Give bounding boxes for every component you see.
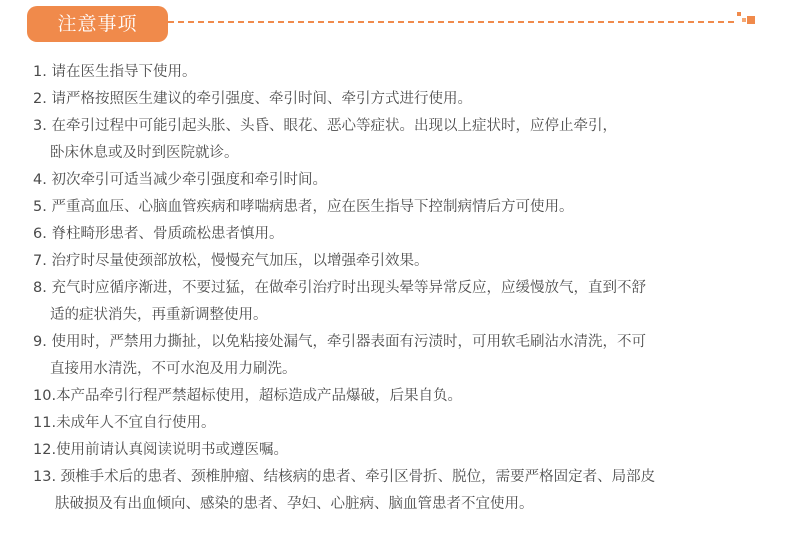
note-text-continued: 卧床休息或及时到医院就诊。 — [50, 145, 239, 161]
note-item-13 — [33, 464, 763, 518]
note-number: 8. — [33, 280, 47, 296]
section-title: 注意事项 — [27, 6, 168, 42]
note-number: 9. — [33, 334, 47, 350]
note-item-10 — [33, 383, 763, 410]
note-text-continued: 适的症状消失，再重新调整使用。 — [50, 307, 268, 323]
note-text: 严重高血压、心脑血管疾病和哮喘病患者，应在医生指导下控制病情后方可使用。 — [51, 199, 574, 215]
note-item-8 — [33, 275, 763, 329]
decor-square-large — [747, 16, 755, 24]
note-item-3 — [33, 113, 763, 167]
note-number: 7. — [33, 253, 47, 269]
notes-list — [33, 59, 763, 518]
note-item-11 — [33, 410, 763, 437]
note-text: 充气时应循序渐进，不要过猛，在做牵引治疗时出现头晕等异常反应，应缓慢放气，直到不舒 — [51, 280, 646, 296]
note-text: 初次牵引可适当减少牵引强度和牵引时间。 — [51, 172, 327, 188]
note-number: 5. — [33, 199, 47, 215]
note-item-1 — [33, 59, 763, 86]
note-text: 脊柱畸形患者、骨质疏松患者慎用。 — [51, 226, 284, 242]
note-number: 10. — [33, 388, 57, 404]
note-text: 在牵引过程中可能引起头胀、头昏、眼花、恶心等症状。出现以上症状时，应停止牵引， — [51, 118, 617, 134]
decor-square-light — [742, 18, 746, 22]
note-text: 未成年人不宜自行使用。 — [56, 415, 216, 431]
note-number: 3. — [33, 118, 47, 134]
note-text: 本产品牵引行程严禁超标使用，超标造成产品爆破，后果自负。 — [56, 388, 463, 404]
note-number: 6. — [33, 226, 47, 242]
note-text: 治疗时尽量使颈部放松，慢慢充气加压，以增强牵引效果。 — [51, 253, 429, 269]
note-item-9 — [33, 329, 763, 383]
note-text-continued: 直接用水清洗，不可水泡及用力刷洗。 — [50, 361, 297, 377]
note-text: 使用前请认真阅读说明书或遵医嘱。 — [56, 442, 289, 458]
note-item-4 — [33, 167, 763, 194]
note-text: 颈椎手术后的患者、颈椎肿瘤、结核病的患者、牵引区骨折、脱位，需要严格固定者、局部皮 — [56, 469, 656, 485]
note-number: 1. — [33, 64, 47, 80]
note-item-12 — [33, 437, 763, 464]
note-text-continued: 肤破损及有出血倾向、感染的患者、孕妇、心脏病、脑血管患者不宜使用。 — [55, 496, 534, 512]
header-dashed-line — [168, 21, 734, 23]
note-text: 请严格按照医生建议的牵引强度、牵引时间、牵引方式进行使用。 — [51, 91, 472, 107]
note-item-5 — [33, 194, 763, 221]
section-header — [0, 0, 790, 50]
note-item-6 — [33, 221, 763, 248]
note-number: 4. — [33, 172, 47, 188]
note-item-7 — [33, 248, 763, 275]
note-text: 请在医生指导下使用。 — [51, 64, 197, 80]
note-number: 13. — [33, 469, 57, 485]
decor-square-small — [737, 12, 741, 16]
note-number: 12. — [33, 442, 57, 458]
note-item-2 — [33, 86, 763, 113]
note-number: 11. — [33, 415, 57, 431]
note-text: 使用时，严禁用力撕扯，以免粘接处漏气，牵引器表面有污渍时，可用软毛刷沾水清洗，不可 — [51, 334, 646, 350]
note-number: 2. — [33, 91, 47, 107]
